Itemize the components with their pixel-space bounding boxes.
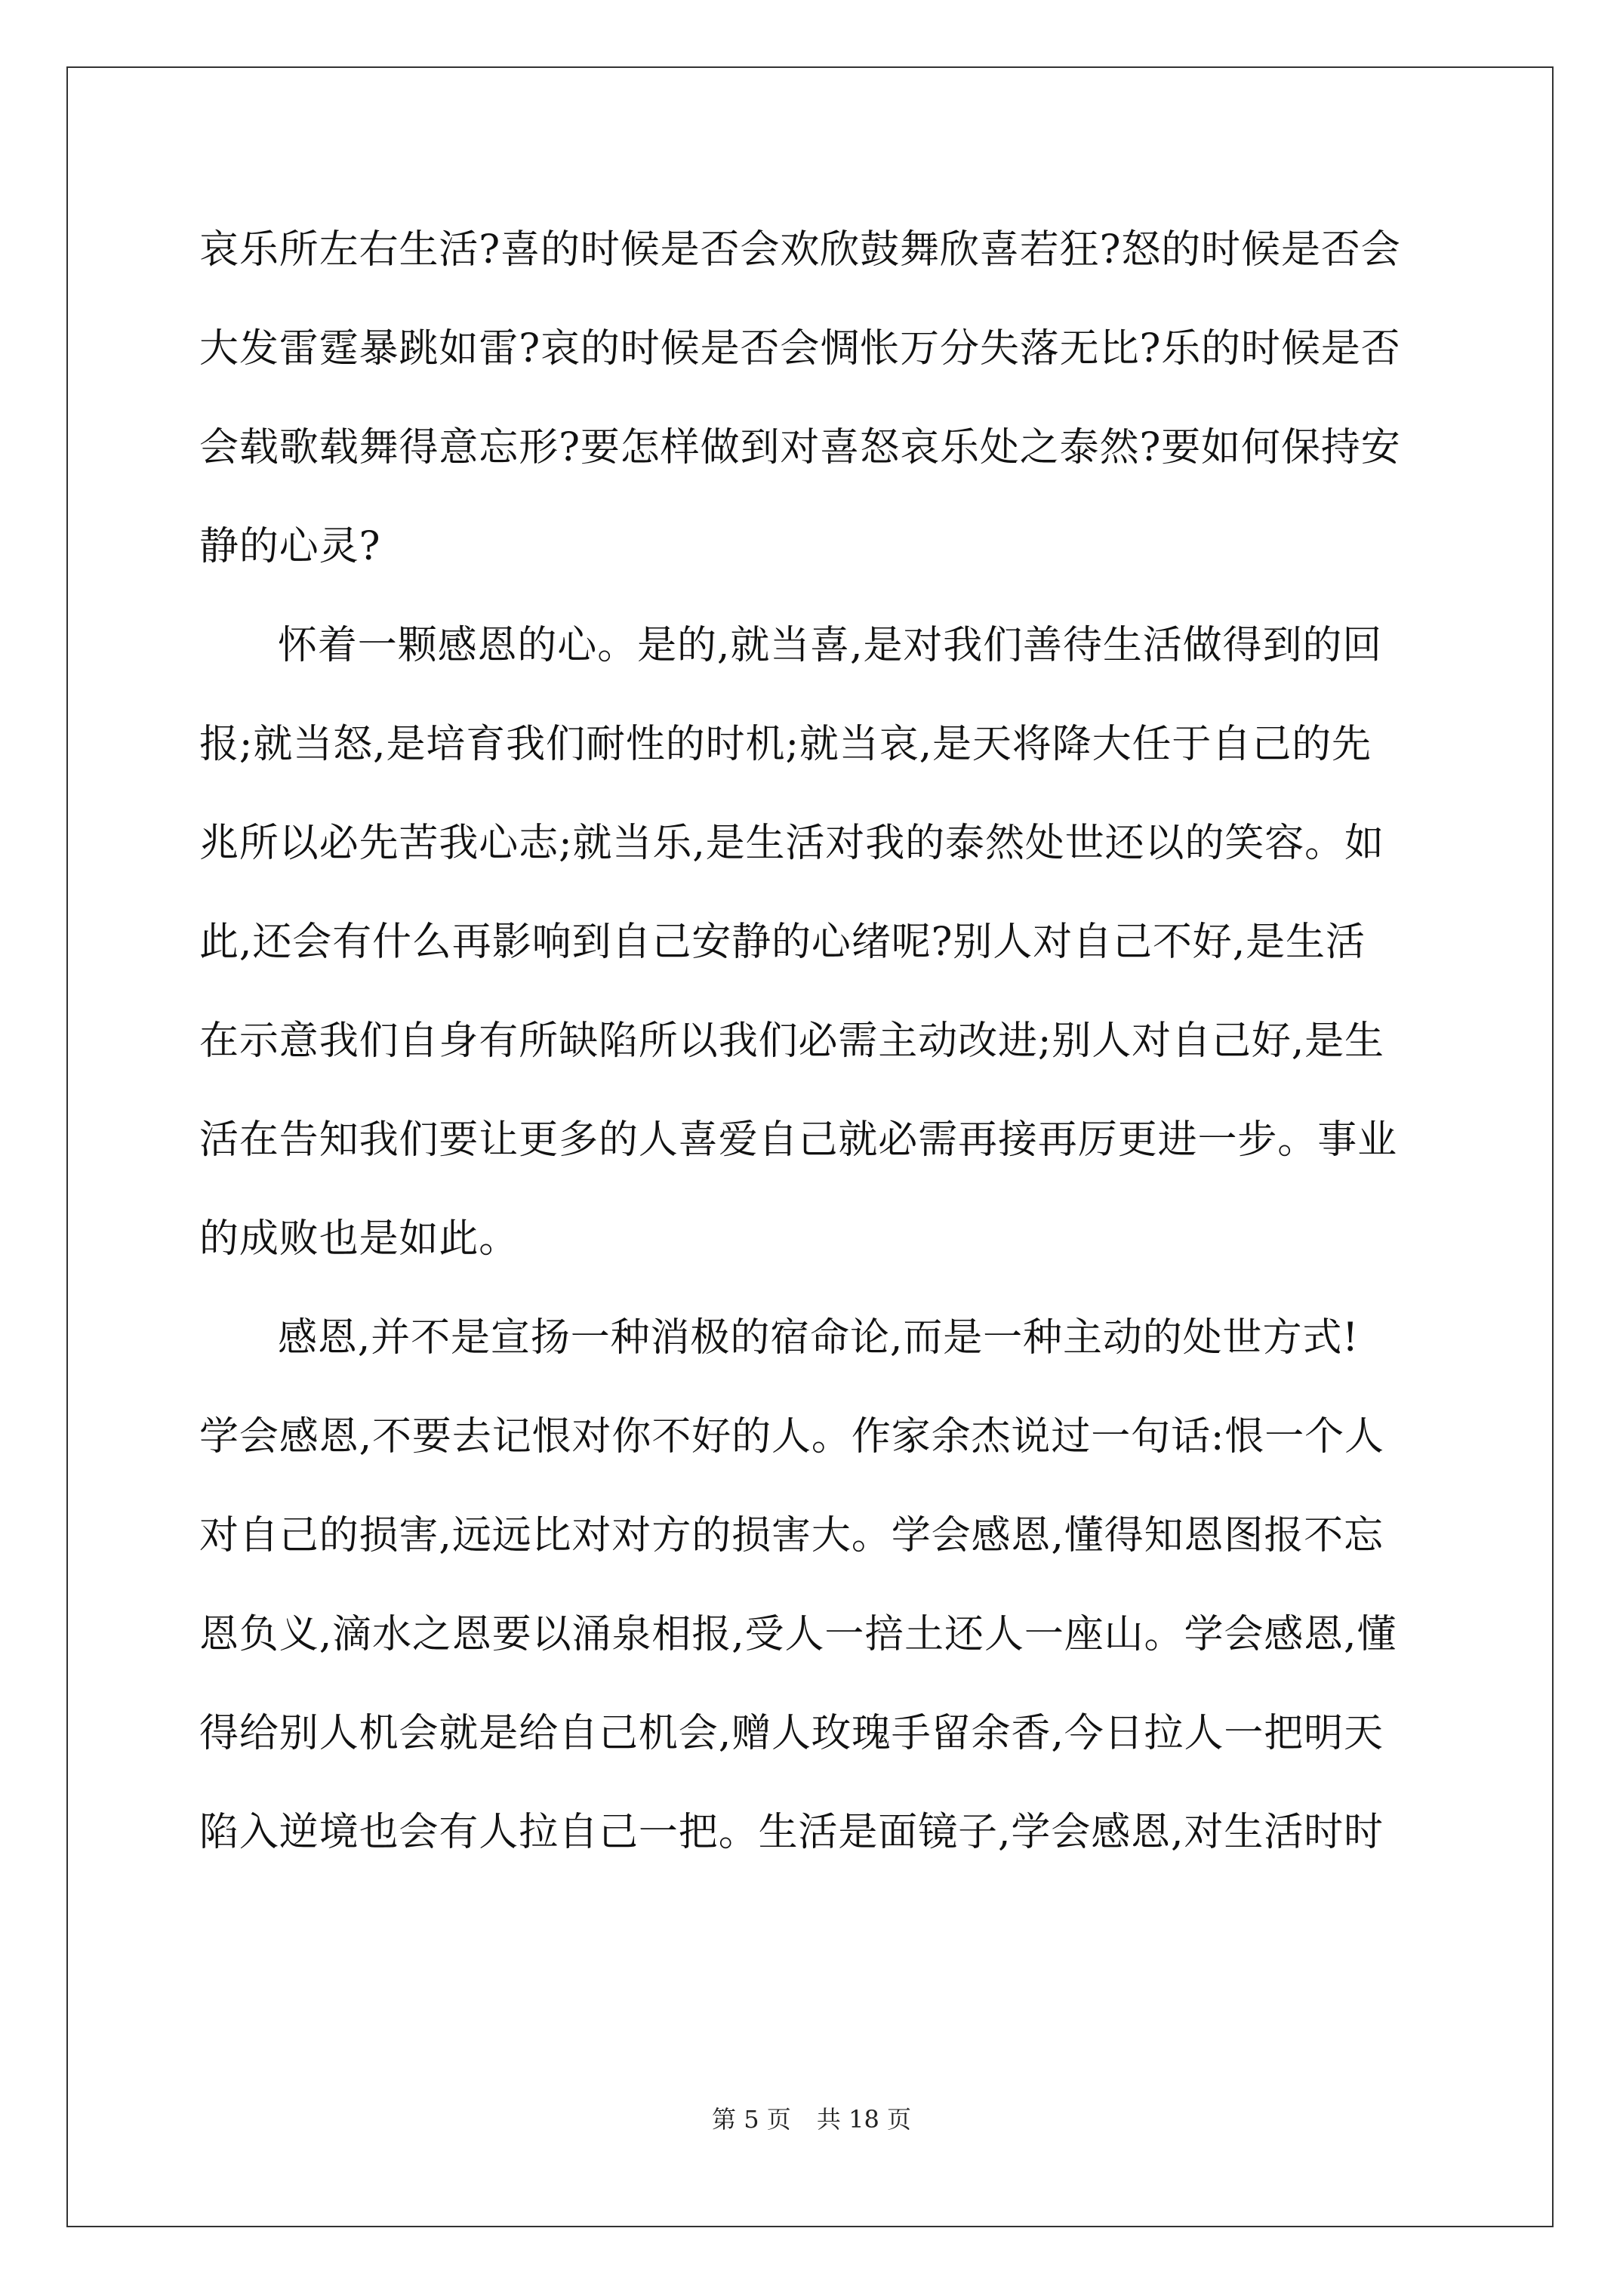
text-line: 活在告知我们要让更多的人喜爱自己就必需再接再厉更进一步。事业 <box>199 1117 1398 1163</box>
text-line-indented: 感恩,并不是宣扬一种消极的宿命论,而是一种主动的处世方式! <box>278 1315 1360 1361</box>
text-line: 在示意我们自身有所缺陷所以我们必需主动改进;别人对自己好,是生 <box>199 1019 1384 1064</box>
paragraph-2 <box>199 596 1437 1289</box>
text-line: 会载歌载舞得意忘形?要怎样做到对喜怒哀乐处之泰然?要如何保持安 <box>199 425 1401 470</box>
text-line: 哀乐所左右生活?喜的时候是否会欢欣鼓舞欣喜若狂?怒的时候是否会 <box>199 227 1401 273</box>
text-line: 恩负义,滴水之恩要以涌泉相报,受人一掊土还人一座山。学会感恩,懂 <box>199 1612 1397 1657</box>
text-line: 静的心灵? <box>199 524 381 569</box>
text-line: 此,还会有什么再影响到自己安静的心绪呢?别人对自己不好,是生活 <box>199 920 1366 965</box>
paragraph-1 <box>199 201 1437 596</box>
page-total: 共 18 页 <box>816 2105 911 2134</box>
text-line-indented: 怀着一颗感恩的心。是的,就当喜,是对我们善待生活做得到的回 <box>278 623 1383 668</box>
page-number: 第 5 页 <box>712 2105 791 2134</box>
text-line: 大发雷霆暴跳如雷?哀的时候是否会惆怅万分失落无比?乐的时候是否 <box>199 326 1401 371</box>
text-line: 得给别人机会就是给自己机会,赠人玫瑰手留余香,今日拉人一把明天 <box>199 1711 1384 1756</box>
text-line: 兆所以必先苦我心志;就当乐,是生活对我的泰然处世还以的笑容。如 <box>199 821 1384 866</box>
text-line: 陷入逆境也会有人拉自己一把。生活是面镜子,学会感恩,对生活时时 <box>199 1810 1384 1855</box>
text-line: 对自己的损害,远远比对对方的损害大。学会感恩,懂得知恩图报不忘 <box>199 1513 1384 1558</box>
text-line: 报;就当怒,是培育我们耐性的时机;就当哀,是天将降大任于自己的先 <box>199 722 1372 767</box>
document-body <box>199 201 1437 1882</box>
text-line: 的成败也是如此。 <box>199 1216 519 1262</box>
paragraph-3 <box>199 1289 1437 1882</box>
page-footer <box>0 2100 1623 2135</box>
text-line: 学会感恩,不要去记恨对你不好的人。作家余杰说过一句话:恨一个人 <box>199 1414 1384 1459</box>
